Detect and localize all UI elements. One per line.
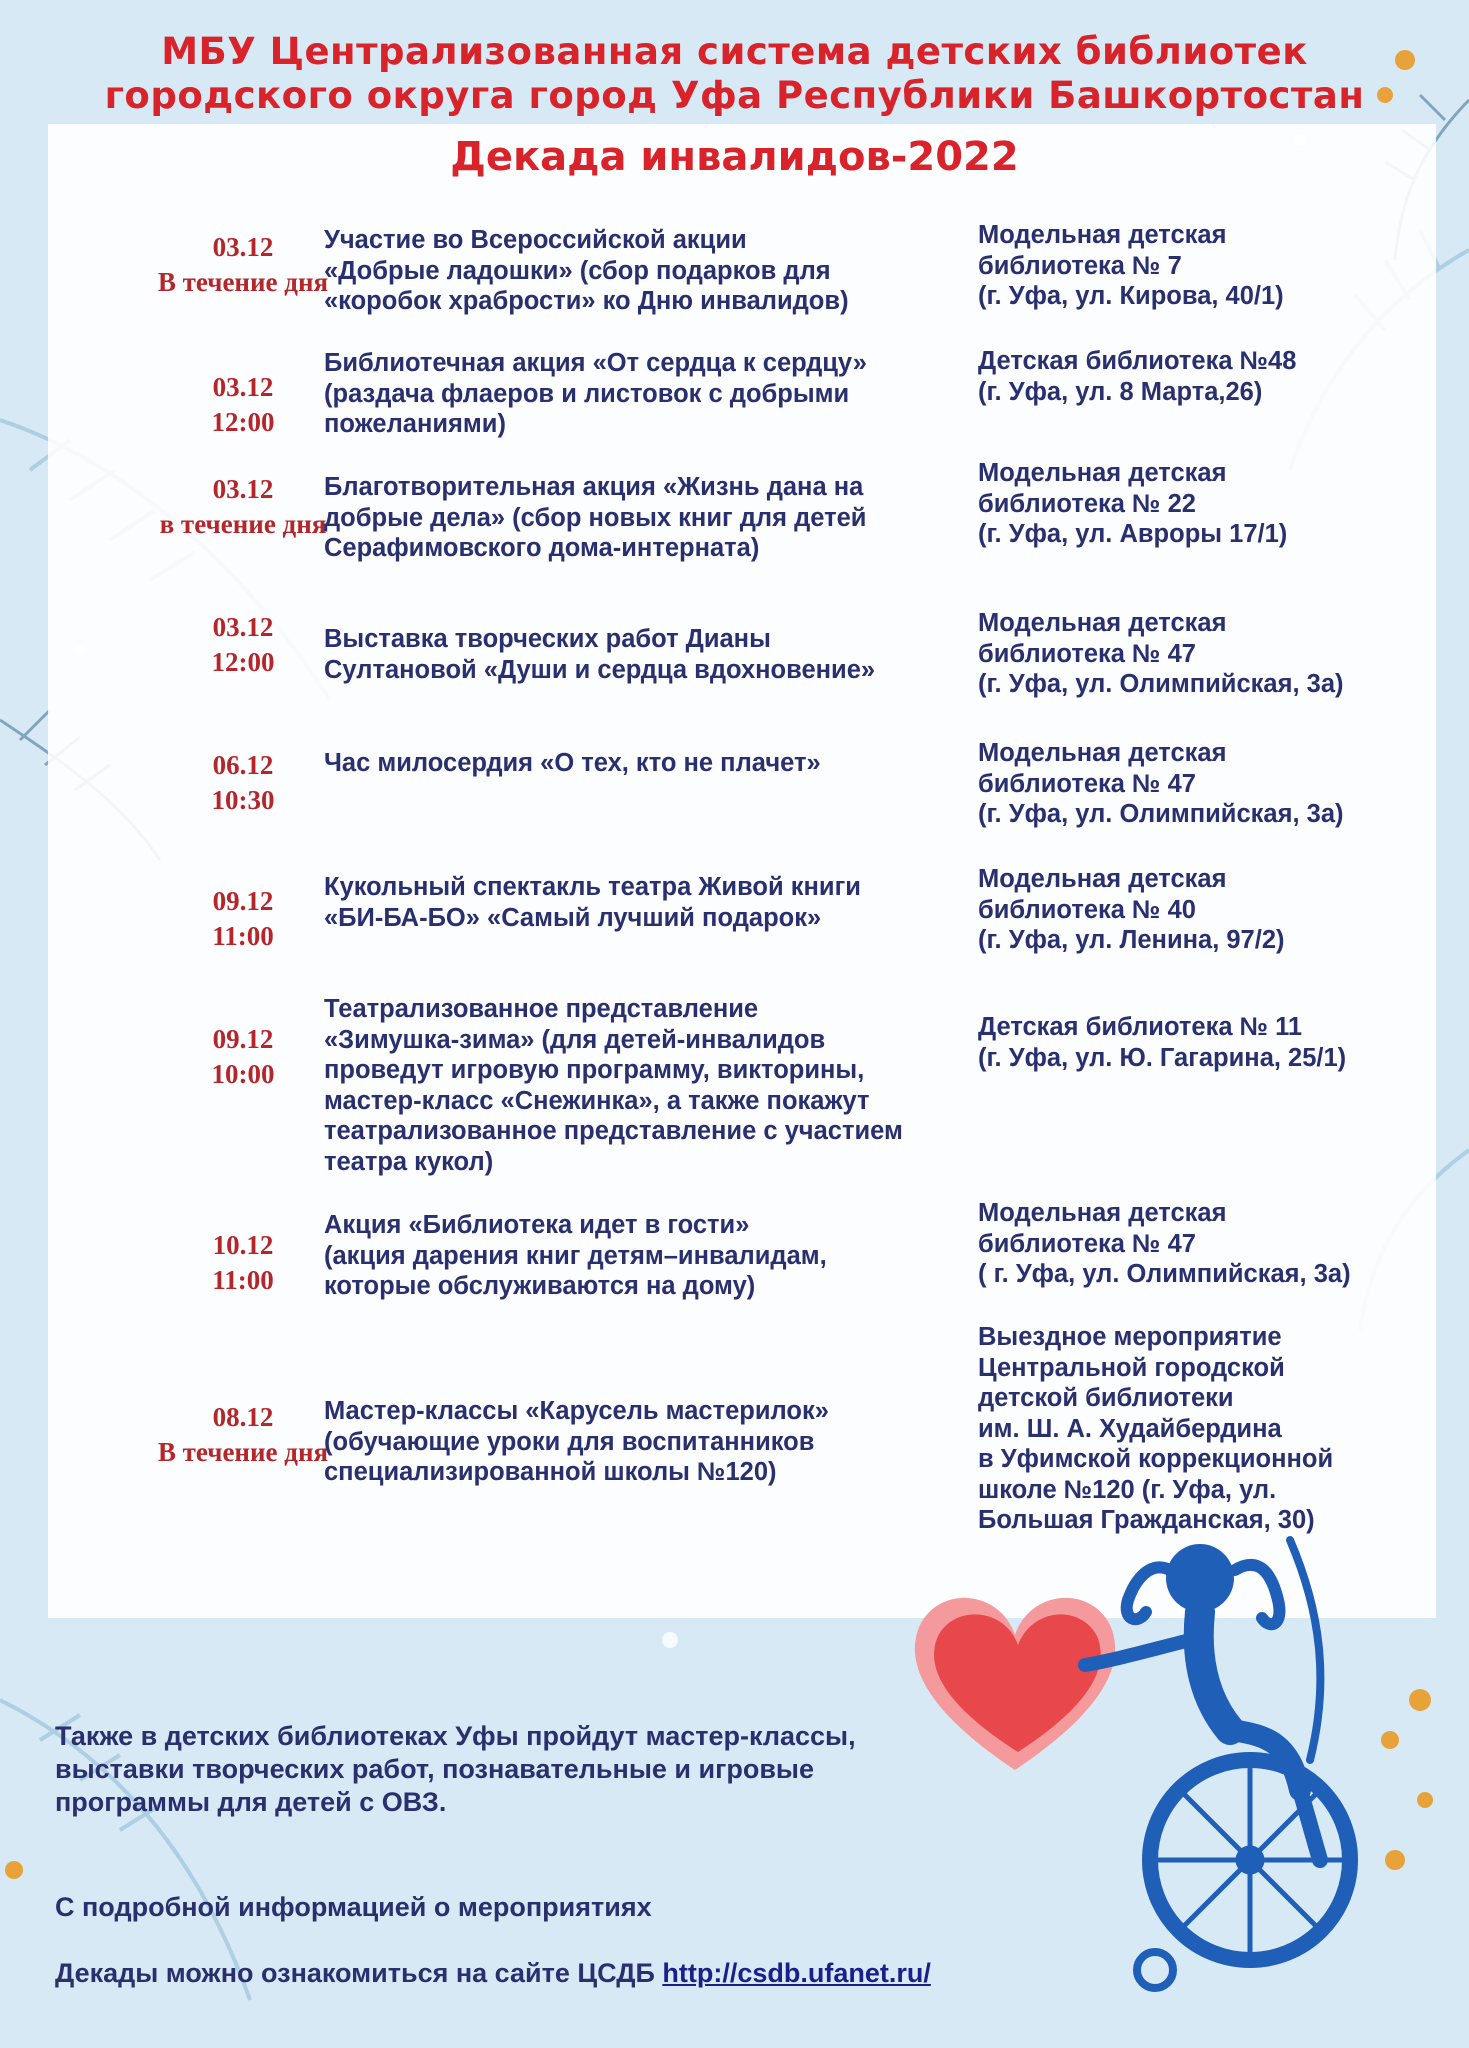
- event-location: Модельная детская библиотека № 40 (г. Уфа, ул. Ленина, 97/2): [978, 865, 1285, 954]
- event-location: Модельная детская библиотека № 47 (г. Уфа, ул. Олимпийская, 3а): [978, 609, 1344, 698]
- event-time: в течение дня: [159, 509, 327, 539]
- event-location: Модельная детская библиотека № 7 (г. Уфа, ул. Кирова, 40/1): [978, 221, 1284, 310]
- website-link[interactable]: http://csdb.ufanet.ru/: [662, 1958, 931, 1988]
- event-time: 11:00: [212, 921, 274, 951]
- footer-info-line1: С подробной информацией о мероприятиях: [55, 1892, 652, 1922]
- event-time: 11:00: [212, 1265, 274, 1295]
- event-location: Детская библиотека №48 (г. Уфа, ул. 8 Марта,26): [978, 347, 1297, 406]
- event-location: Выездное мероприятие Центральной городской детской библиотеки им. Ш. А. Худайбердина в Уфимской коррекционной школе №120 (г. Уфа, ул. Большая Гражданская, 30): [978, 1323, 1334, 1534]
- event-time: 12:00: [211, 407, 275, 437]
- organization-title: [0, 30, 1469, 118]
- event-date: 08.12: [212, 1402, 274, 1432]
- event-date: 09.12: [212, 1024, 274, 1054]
- event-date: 03.12: [212, 474, 274, 504]
- footer-info-text: Декады можно ознакомиться на сайте ЦСДБ: [55, 1958, 663, 1988]
- wheelchair-child-icon: [1085, 1540, 1350, 1988]
- event-date: 03.12: [212, 612, 274, 642]
- footer-info-line2: [55, 1957, 1055, 1990]
- event-description: Акция «Библиотека идет в гости» (акция дарения книг детям–инвалидам, которые обслуживаются на дому): [324, 1211, 827, 1300]
- organization-title-line2: городского округа город Уфа Республики Башкортостан: [104, 74, 1365, 117]
- event-date: 03.12: [212, 232, 274, 262]
- event-description: Участие во Всероссийской акции «Добрые ладошки» (сбор подарков для «коробок храбрости» ко Дню инвалидов): [324, 226, 849, 315]
- event-date: 09.12: [212, 886, 274, 916]
- event-description: Театрализованное представление «Зимушка-зима» (для детей-инвалидов проведут игровую программу, викторины, мастер-класс «Снежинка», а также покажут театрализованное представление с участием театра кукол): [324, 995, 903, 1176]
- event-date: 06.12: [212, 750, 274, 780]
- event-date: 03.12: [212, 372, 274, 402]
- organization-title-line1: МБУ Централизованная система детских библиотек: [161, 30, 1308, 73]
- event-description: Выставка творческих работ Дианы Султановой «Души и сердца вдохновение»: [324, 625, 876, 684]
- event-time: В течение дня: [157, 1437, 329, 1467]
- event-date: 10.12: [212, 1230, 274, 1260]
- event-description: Библиотечная акция «От сердца к сердцу» (раздача флаеров и листовок с добрыми пожеланиями): [324, 349, 867, 438]
- event-time: 10:30: [211, 785, 275, 815]
- event-time: В течение дня: [157, 267, 329, 297]
- footer-paragraph: Также в детских библиотеках Уфы пройдут мастер-классы, выставки творческих работ, познавательные и игровые программы для детей с ОВЗ.: [55, 1721, 856, 1817]
- event-description: Благотворительная акция «Жизнь дана на добрые дела» (сбор новых книг для детей Серафимовского дома-интерната): [324, 473, 867, 562]
- event-time: 10:00: [211, 1059, 275, 1089]
- page-title: Декада инвалидов-2022: [450, 134, 1019, 180]
- event-time: 12:00: [211, 647, 275, 677]
- event-description: Мастер-классы «Карусель мастерилок» (обучающие уроки для воспитанников специализированной школы №120): [324, 1397, 829, 1486]
- event-location: Модельная детская библиотека № 47 (г. Уфа, ул. Олимпийская, 3а): [978, 739, 1344, 828]
- event-description: Час милосердия «О тех, кто не плачет»: [324, 749, 821, 777]
- event-description: Кукольный спектакль театра Живой книги «БИ-БА-БО» «Самый лучший подарок»: [324, 873, 861, 932]
- event-location: Детская библиотека № 11 (г. Уфа, ул. Ю. Гагарина, 25/1): [978, 1013, 1347, 1072]
- footer-info: [55, 1858, 1055, 2023]
- event-location: Модельная детская библиотека № 22 (г. Уфа, ул. Авроры 17/1): [978, 459, 1288, 548]
- event-location: Модельная детская библиотека № 47 ( г. Уфа, ул. Олимпийская, 3а): [978, 1199, 1351, 1288]
